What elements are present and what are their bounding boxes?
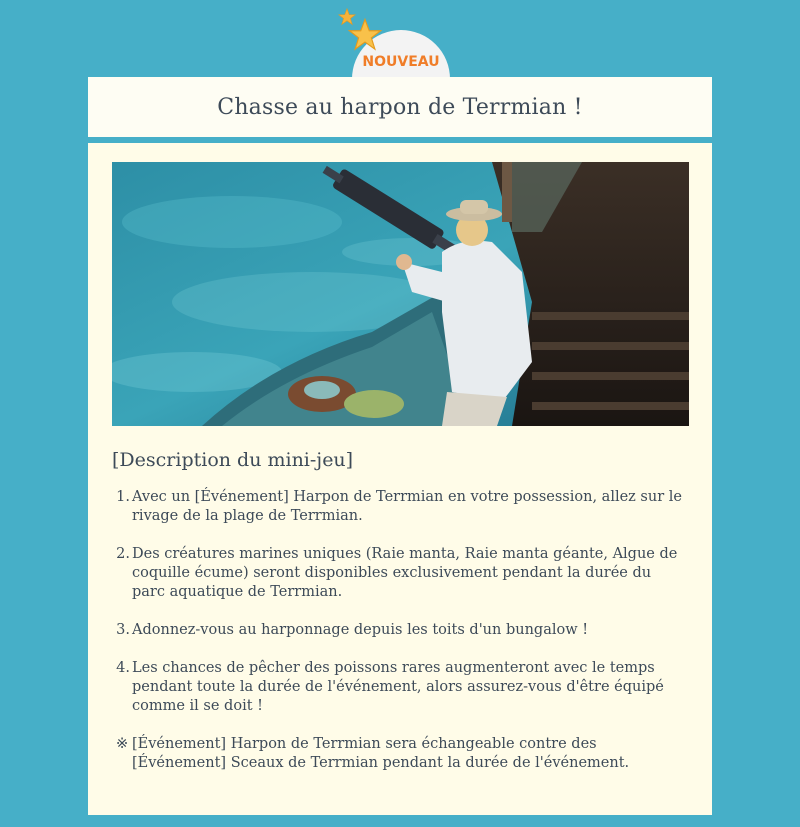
note-text: [Événement] Harpon de Terrmian sera échangeable contre des [Événement] Sceaux de Terrmian pendant la durée de l'événement. xyxy=(132,736,630,771)
content-panel xyxy=(88,143,712,815)
list-item xyxy=(116,488,686,526)
note xyxy=(116,735,686,773)
banner-illustration xyxy=(112,162,689,426)
new-badge xyxy=(336,8,456,80)
list-item-number: 3. xyxy=(116,622,130,638)
list-item xyxy=(116,621,686,640)
note-mark: ※ xyxy=(116,736,129,752)
star-icon xyxy=(348,18,382,52)
section-title: [Description du mini-jeu] xyxy=(112,449,354,471)
badge-label: NOUVEAU xyxy=(362,54,440,70)
page-title: Chasse au harpon de Terrmian ! xyxy=(217,94,583,120)
list-item-text: Des créatures marines uniques (Raie manta, Raie manta géante, Algue de coquille écume) seront disponibles exclusivement pendant la durée du parc aquatique de Terrmian. xyxy=(132,546,678,600)
list-item xyxy=(116,545,686,602)
title-panel xyxy=(88,77,712,137)
list-item-text: Adonnez-vous au harponnage depuis les toits d'un bungalow ! xyxy=(132,622,589,638)
list-item xyxy=(116,659,686,716)
description-list xyxy=(116,488,686,773)
list-item-number: 2. xyxy=(116,546,130,562)
list-item-text: Les chances de pêcher des poissons rares augmenteront avec le temps pendant toute la durée de l'événement, alors assurez-vous d'être équipé comme il se doit ! xyxy=(132,660,664,714)
list-item-number: 1. xyxy=(116,489,130,505)
list-item-text: Avec un [Événement] Harpon de Terrmian en votre possession, allez sur le rivage de la plage de Terrmian. xyxy=(132,489,682,524)
event-banner-image xyxy=(112,162,689,426)
list-item-number: 4. xyxy=(116,660,130,676)
